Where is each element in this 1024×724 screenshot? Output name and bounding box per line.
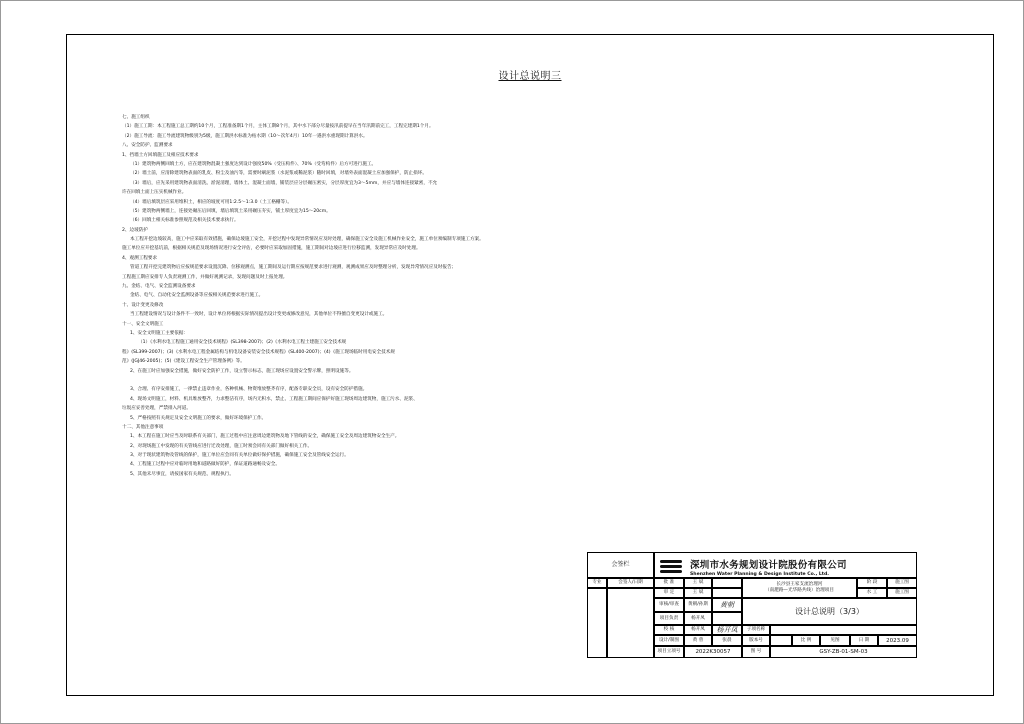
note-line: 4、现场文明施工，材料、机具堆放整齐，力求整洁有序，场内无积水，禁止、工程施工期间应保护好施工现场周边建筑物，施工污水、泥浆、 (130, 396, 418, 402)
company-name-en: Shenzhen Water Planning & Design Institute Co., Ltd. (690, 572, 830, 577)
signature-check: 杨开凤 (712, 625, 742, 635)
countersign-col-specialty: 专业 (587, 578, 607, 588)
countersign-col-signer: 会签人/日期 (607, 578, 654, 588)
role-project-lead: 项目负责 (654, 612, 684, 625)
note-line: 本工程开挖边坡较高，施工中应采取有效措施，确保边坡施工安全，开挖过程中发现异常情况应及时处理，确保施工安全及施工机械作业安全，施工单位须编制专项施工方案。 (130, 237, 484, 243)
role-review: 审核/审查 (654, 598, 684, 612)
note-line: 十、设计变更及修改 (122, 302, 164, 308)
note-line: 3、合理、有序安排施工，一律禁止违章作业，各种机械、物资堆放整齐有序，配备专职安全员，设有安全防护措施。 (130, 387, 368, 393)
note-line: 2、边坡防护 (122, 227, 148, 233)
note-line: 十二、其他注意事项 (122, 424, 164, 430)
company-name-cn: 深圳市水务规划设计院股份有限公司 (690, 560, 847, 571)
sign-project-lead (712, 612, 742, 625)
date-label: 日 期 (850, 635, 878, 646)
countersign-cell (587, 588, 607, 658)
note-line: （5）建筑物两侧墙上，连接处碾压后回填，墙后填筑土采用碾压夯实，铺土厚度宜为15～20cm。 (130, 208, 331, 214)
company-logo-row (654, 554, 915, 580)
note-line: 5、严格按照有关规定及安全文明施工的要求，做好环境保护工作。 (130, 415, 267, 421)
project-no-value: 2022K30057 (684, 646, 742, 658)
scale-value: 见图 (820, 635, 850, 646)
note-line: 七、施工组织 (122, 115, 150, 120)
note-line: 八、安全防护、监测要求 (122, 143, 173, 149)
note-line: 十一、安全文明施工 (122, 321, 164, 327)
subitem-value (770, 625, 917, 635)
project-name-line2: （南淝路—光华路共线）治理项目 (765, 588, 834, 593)
stage-value: 施工图 (887, 578, 917, 588)
sign-authorize (712, 588, 742, 598)
note-line: 1、本工程在施工时应当及时联系有关部门，施工过程中应注意周边建筑物及地下管线的安全，确保施工安全及周边建筑物安全生产。 (130, 434, 400, 440)
note-line: 范》(JGJ46-2005)；(5)《建设工程安全生产管理条例》等。 (122, 359, 245, 365)
note-line: 1、安全文明施工主要依据： (130, 330, 189, 336)
version-value (770, 635, 792, 646)
note-line: 2、对现场施工中发现的有关管线应进行迁改处理，施工时须会同有关部门做好相关工作。 (130, 443, 313, 449)
note-line: 1、挡墙土方回填施工及相应技术要求 (122, 152, 199, 158)
note-line: 金结、电气、自动化安全监测设备等应按相关规范要求进行施工。 (130, 293, 264, 299)
name-authorize: 王 斌 (684, 588, 712, 598)
note-line: （2）墙土前，应清除建筑物表面的乳皮、粉尘及油污等，需要时刷泥浆（水泥浆或稀泥浆）随时回填，对墙外表面混凝土应加强保护，防止损坏。 (130, 171, 427, 177)
role-check: 校 核 (654, 625, 684, 635)
note-line: （4）墙后填筑层应采用堆积土，相应的坡度可用1:2.5～1:3.0（土工格栅等）。 (130, 199, 292, 205)
countersign-cell (607, 588, 654, 658)
document-title: 设计总说明三 (498, 71, 562, 82)
title-block (587, 552, 917, 658)
project-name (742, 578, 857, 598)
date-value: 2023.09 (878, 635, 917, 646)
discipline-value: 施工图 (887, 588, 917, 598)
note-line: （3）墙后，应先采用建筑物表面清洗、淤泥清理，墙体土、混凝土面墙，铺装层应分层碾压密实，分层厚度宜为3～5mm，并应与墙体连接紧密，不允 (130, 180, 438, 186)
drawing-no-value: GSY-ZB-01-SM-03 (770, 646, 917, 658)
note-line: 施工单位应开挖基坑前，根据相关规范及现场情况进行安全评估，必要时应采取加固措施，施工期间对边坡应进行位移监测，发现异常应及时处理。 (122, 246, 421, 252)
project-no-label: 项目立项号 (654, 646, 684, 658)
note-line: 许在回填土面上压实机械作业。 (122, 190, 187, 196)
note-line: 当工程建设情况与设计条件不一致时，设计单位将根据实际情况提出设计变更或修改意见，其他单位不得擅自变更设计或施工。 (130, 312, 388, 318)
note-line: 4、观测工程要求 (122, 255, 158, 261)
role-design: 设计/制图 (654, 635, 684, 646)
note-line: 2、在施工时应加强安全措施，做好安全防护工作，设立警示标志，施工现场应设置安全警示牌，照明设施等。 (130, 368, 354, 374)
discipline-label: 水 工 (857, 588, 887, 598)
note-line: 3、对于现状建筑物及管线的保护，施工单位应会同有关单位做好保护措施，确保施工安全及管线安全运行。 (130, 453, 349, 459)
note-line: （2）施工导流：施工导流建筑物级别为5级，施工期洪水标准为枯水期（10～次年4月）10年一遇洪水重现期计算洪水。 (122, 133, 368, 139)
name-approve: 王 斌 (684, 578, 712, 588)
drawing-no-label: 图 号 (742, 646, 770, 658)
note-line: 垃圾应妥善处理，严禁排入河道。 (122, 406, 191, 412)
sign-approve (712, 578, 742, 588)
countersign-label: 会签栏 (587, 552, 654, 578)
note-line: 5、其他未尽事宜，请按国家有关规范、规程执行。 (130, 471, 234, 477)
project-name-line1: 长沙县王家支流治理河 (776, 582, 823, 587)
role-approve: 批 准 (654, 578, 684, 588)
signature-review: 黄朝 (712, 598, 742, 612)
name-project-lead: 杨开凤 (684, 612, 712, 625)
note-line: （6）回填土相关标准参照规范及相关技术要求执行。 (130, 218, 239, 224)
company-logo-icon (660, 558, 684, 576)
note-line: 程》(SL399-2007)；(3)《水利水电工程金属结构与机电设备安装安全技术规程》(SL400-2007)；(4)《施工现场临时用电安全技术规 (122, 349, 395, 355)
scale-label: 比 例 (792, 635, 820, 646)
note-line: 管道工程开挖完建筑物后应按规范要求设置沉降、位移观测点，施工期间及运行期应按规范要求进行观测，观测成果应及时整理分析，发现异常情况应及时报告； (130, 265, 457, 271)
note-line: （1）建筑物两侧回填土方，应在建筑物混凝土强度达到设计强度50%（受压构件）、70%（受弯构件）后方可进行施工。 (130, 161, 377, 167)
note-line: （1）施工工期：本工程施工总工期约10个月，工程准备期1个月，主体工期8个月，其中水下部分尽量按汛前提早在当年汛期前完工，工程完建期1个月。 (122, 124, 434, 130)
note-line: 工程施工期应安排专人负责观测工作，并做好观测记录，发现问题及时上报处理。 (122, 274, 288, 280)
name-review: 黄朝/孙斯 (684, 598, 712, 612)
note-line: 4、工程施工过程中应对临时用地和道路做好防护，保证道路通畅及安全。 (130, 462, 280, 468)
note-line: 九、金结、电气、安全监测设备要求 (122, 284, 196, 290)
drawing-title: 设计总说明（3/3） (742, 598, 917, 625)
subitem-label: 子项名称 (742, 625, 770, 635)
role-authorize: 审 定 (654, 588, 684, 598)
name-check: 杨开凤 (684, 625, 712, 635)
name-design: 黄 曾 (684, 635, 712, 646)
stage-label: 阶 段 (857, 578, 887, 588)
notes-body (122, 113, 522, 479)
version-label: 版本号 (742, 635, 770, 646)
note-line: （1）《水利水电工程施工通用安全技术规程》(SL398-2007)；(2)《水利水电工程土建施工安全技术规 (138, 340, 347, 346)
name-draw: 张晨 (712, 635, 742, 646)
note-line (122, 376, 522, 385)
